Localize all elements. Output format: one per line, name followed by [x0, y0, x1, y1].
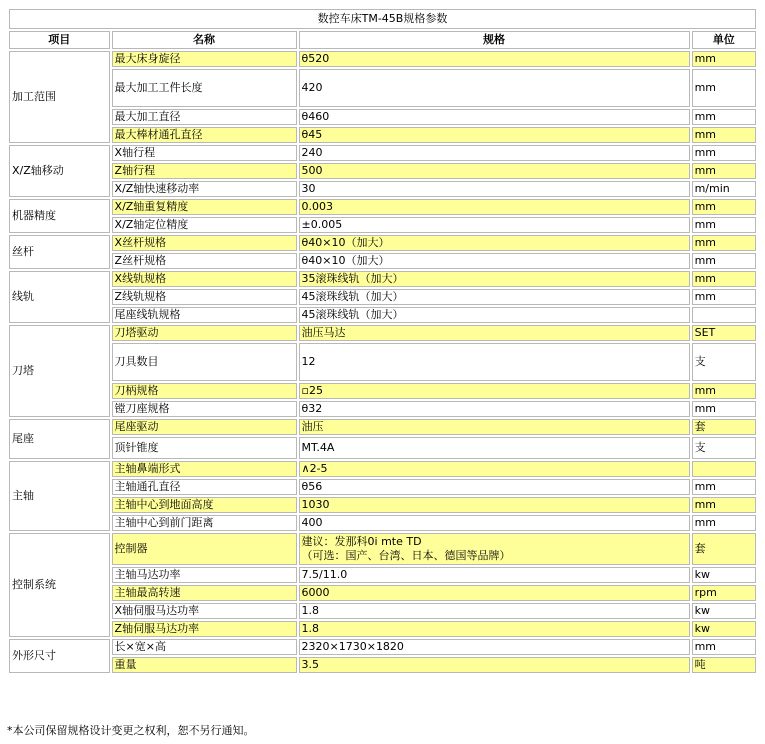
param-spec: 30 — [299, 181, 690, 197]
param-name: 最大床身旋径 — [112, 51, 297, 67]
controller-spec-line1: 建议：发那科0i mte TD — [301, 535, 422, 548]
footnote: *本公司保留规格设计变更之权利，恕不另行通知。 — [7, 724, 255, 737]
param-unit: SET — [692, 325, 756, 341]
category-cell: 刀塔 — [9, 325, 110, 417]
param-unit: 吨 — [692, 657, 756, 673]
param-spec: θ520 — [299, 51, 690, 67]
param-unit: 支 — [692, 343, 756, 381]
param-name: 主轴通孔直径 — [112, 479, 297, 495]
param-spec: 1.8 — [299, 621, 690, 637]
header-item: 项目 — [9, 31, 110, 49]
param-unit: mm — [692, 145, 756, 161]
param-name: 刀柄规格 — [112, 383, 297, 399]
header-name: 名称 — [112, 31, 297, 49]
param-unit: mm — [692, 253, 756, 269]
param-name: 主轴马达功率 — [112, 567, 297, 583]
param-unit: kw — [692, 621, 756, 637]
param-spec: 1.8 — [299, 603, 690, 619]
param-unit — [692, 307, 756, 323]
table-row — [9, 145, 756, 161]
table-row — [9, 109, 756, 125]
table-row — [9, 515, 756, 531]
param-spec: 35滚珠线轨（加大） — [299, 271, 690, 287]
table-row — [9, 127, 756, 143]
table-row — [9, 199, 756, 215]
param-unit: mm — [692, 383, 756, 399]
param-spec: 240 — [299, 145, 690, 161]
param-name: 刀塔驱动 — [112, 325, 297, 341]
param-spec: 420 — [299, 69, 690, 107]
param-spec: θ32 — [299, 401, 690, 417]
param-name: 主轴中心到地面高度 — [112, 497, 297, 513]
param-spec: θ40×10（加大） — [299, 235, 690, 251]
table-row — [9, 479, 756, 495]
param-spec: 3.5 — [299, 657, 690, 673]
param-name: 尾座线轨规格 — [112, 307, 297, 323]
param-unit: mm — [692, 479, 756, 495]
table-row — [9, 271, 756, 287]
param-unit: mm — [692, 515, 756, 531]
param-name: 长×宽×高 — [112, 639, 297, 655]
table-row — [9, 343, 756, 381]
category-cell: 尾座 — [9, 419, 110, 459]
param-name: Z丝杆规格 — [112, 253, 297, 269]
param-unit: 套 — [692, 533, 756, 565]
param-unit: mm — [692, 163, 756, 179]
param-unit: kw — [692, 603, 756, 619]
param-unit: kw — [692, 567, 756, 583]
table-row — [9, 603, 756, 619]
param-name: Z轴行程 — [112, 163, 297, 179]
spec-table — [7, 7, 758, 675]
param-spec: 油压马达 — [299, 325, 690, 341]
category-cell: 线轨 — [9, 271, 110, 323]
param-spec: 1030 — [299, 497, 690, 513]
param-spec: 500 — [299, 163, 690, 179]
param-spec: 7.5/11.0 — [299, 567, 690, 583]
table-title: 数控车床TM-45B规格参数 — [9, 9, 756, 29]
table-row — [9, 419, 756, 435]
param-name: X/Z轴定位精度 — [112, 217, 297, 233]
param-unit: mm — [692, 289, 756, 305]
param-name: 主轴中心到前门距离 — [112, 515, 297, 531]
param-name: X丝杆规格 — [112, 235, 297, 251]
param-unit — [692, 461, 756, 477]
table-row — [9, 181, 756, 197]
param-name: Z轴伺服马达功率 — [112, 621, 297, 637]
param-name: 刀具数目 — [112, 343, 297, 381]
param-name: X/Z轴快速移动率 — [112, 181, 297, 197]
param-spec: 400 — [299, 515, 690, 531]
param-spec: 45滚珠线轨（加大） — [299, 307, 690, 323]
param-spec: ±0.005 — [299, 217, 690, 233]
header-spec: 规格 — [299, 31, 690, 49]
param-name: Z线轨规格 — [112, 289, 297, 305]
param-spec: 油压 — [299, 419, 690, 435]
param-unit: 支 — [692, 437, 756, 459]
category-cell: X/Z轴移动 — [9, 145, 110, 197]
param-spec: 12 — [299, 343, 690, 381]
param-unit: mm — [692, 199, 756, 215]
param-unit: mm — [692, 235, 756, 251]
param-spec: 0.003 — [299, 199, 690, 215]
param-spec: θ45 — [299, 127, 690, 143]
param-spec: θ40×10（加大） — [299, 253, 690, 269]
table-row — [9, 461, 756, 477]
table-row — [9, 401, 756, 417]
param-unit: mm — [692, 127, 756, 143]
param-name: 尾座驱动 — [112, 419, 297, 435]
category-cell: 控制系统 — [9, 533, 110, 637]
table-row — [9, 383, 756, 399]
param-name: X轴伺服马达功率 — [112, 603, 297, 619]
param-spec — [299, 533, 690, 565]
category-cell: 丝杆 — [9, 235, 110, 269]
param-name: 最大加工直径 — [112, 109, 297, 125]
category-cell: 加工范围 — [9, 51, 110, 143]
controller-spec-line2: （可选：国产、台湾、日本、德国等品牌） — [301, 549, 511, 562]
param-unit: mm — [692, 639, 756, 655]
category-cell: 外形尺寸 — [9, 639, 110, 673]
param-spec: θ56 — [299, 479, 690, 495]
param-name: 重量 — [112, 657, 297, 673]
table-row — [9, 253, 756, 269]
param-spec: ∧2-5 — [299, 461, 690, 477]
table-row — [9, 163, 756, 179]
table-row — [9, 235, 756, 251]
param-spec: 6000 — [299, 585, 690, 601]
param-spec: ▫25 — [299, 383, 690, 399]
table-row — [9, 437, 756, 459]
param-name: 最大棒材通孔直径 — [112, 127, 297, 143]
table-row — [9, 639, 756, 655]
table-row — [9, 307, 756, 323]
category-cell: 机器精度 — [9, 199, 110, 233]
param-name: 最大加工工件长度 — [112, 69, 297, 107]
param-unit: mm — [692, 497, 756, 513]
param-unit: mm — [692, 271, 756, 287]
param-spec: 2320×1730×1820 — [299, 639, 690, 655]
param-unit: 套 — [692, 419, 756, 435]
header-unit: 单位 — [692, 31, 756, 49]
param-name: X轴行程 — [112, 145, 297, 161]
table-row — [9, 69, 756, 107]
table-row — [9, 51, 756, 67]
table-row — [9, 585, 756, 601]
table-row — [9, 217, 756, 233]
param-name: X/Z轴重复精度 — [112, 199, 297, 215]
param-name: 顶针锥度 — [112, 437, 297, 459]
param-unit: mm — [692, 69, 756, 107]
param-name: 镗刀座规格 — [112, 401, 297, 417]
table-row — [9, 567, 756, 583]
param-unit: mm — [692, 217, 756, 233]
param-name: 主轴最高转速 — [112, 585, 297, 601]
param-spec: θ460 — [299, 109, 690, 125]
table-row — [9, 289, 756, 305]
param-spec: MT.4A — [299, 437, 690, 459]
table-row — [9, 621, 756, 637]
param-unit: m/min — [692, 181, 756, 197]
param-unit: rpm — [692, 585, 756, 601]
param-unit: mm — [692, 51, 756, 67]
param-name: 控制器 — [112, 533, 297, 565]
table-row — [9, 533, 756, 565]
category-cell: 主轴 — [9, 461, 110, 531]
table-row — [9, 657, 756, 673]
param-spec: 45滚珠线轨（加大） — [299, 289, 690, 305]
param-name: 主轴鼻端形式 — [112, 461, 297, 477]
param-unit: mm — [692, 109, 756, 125]
table-row — [9, 497, 756, 513]
table-row — [9, 325, 756, 341]
param-unit: mm — [692, 401, 756, 417]
param-name: X线轨规格 — [112, 271, 297, 287]
